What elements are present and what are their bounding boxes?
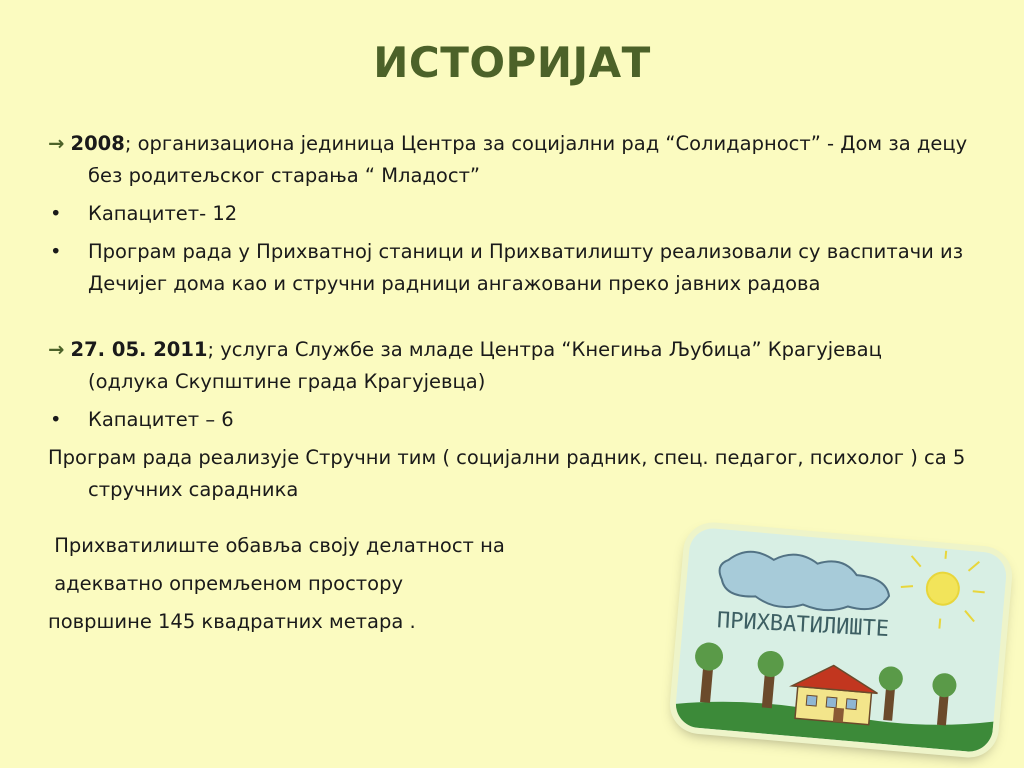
tree-icon — [754, 650, 785, 709]
program-paragraph: Програм рада реализује Стручни тим ( социјални радник, спец. педагог, психолог ) са 5 стручних сарадника — [48, 446, 966, 501]
section-2008 — [48, 128, 968, 192]
spacer — [48, 506, 968, 526]
bullet-text: Капацитет- 12 — [88, 202, 238, 225]
cloud-shape — [717, 548, 892, 616]
date-2008: 2008 — [70, 132, 125, 155]
arrow-icon: → — [48, 338, 65, 361]
bullet-icon: • — [50, 408, 62, 431]
bullet-item — [48, 198, 968, 230]
arrow-icon: → — [48, 132, 65, 155]
drawing-svg — [674, 527, 1008, 754]
slide-title: ИСТОРИЈАТ — [373, 38, 651, 87]
closing-line: Прихватилиште обавља своју делатност на — [48, 534, 505, 557]
section-2008-text: ; организациона јединица Центра за социјални рад “Солидарност” - Дом за децу без родитељског старања “ Младост” — [88, 132, 968, 187]
section-2011-text: ; услуга Службе за младе Центра “Кнегиња Љубица” Крагујевац (одлука Скупштине града Крагујевца) — [88, 338, 882, 393]
image-label: ПРИХВАТИЛИШТЕ — [716, 608, 890, 643]
shelter-drawing-image — [674, 527, 1008, 754]
tree-icon — [875, 665, 904, 721]
bullet-item — [48, 404, 968, 436]
closing-line: адекватно опремљеном простору — [48, 572, 404, 595]
tree-icon — [929, 672, 957, 726]
bullet-icon: • — [50, 240, 62, 263]
section-2011 — [48, 334, 968, 398]
bullet-text: Програм рада у Прихватној станици и Прихватилишту реализовали су васпитачи из Дечијег дома као и стручни радници ангажовани преко јавних радова — [88, 240, 964, 295]
tree-icon — [691, 641, 724, 703]
closing-line: површине 145 квадратних метара . — [48, 610, 416, 633]
spacer — [48, 300, 968, 334]
bullet-item — [48, 236, 968, 300]
house-icon — [789, 662, 880, 725]
bullet-text: Капацитет – 6 — [88, 408, 234, 431]
bullet-icon: • — [50, 202, 62, 225]
sun-icon — [898, 547, 988, 632]
date-2011: 27. 05. 2011 — [70, 338, 208, 361]
